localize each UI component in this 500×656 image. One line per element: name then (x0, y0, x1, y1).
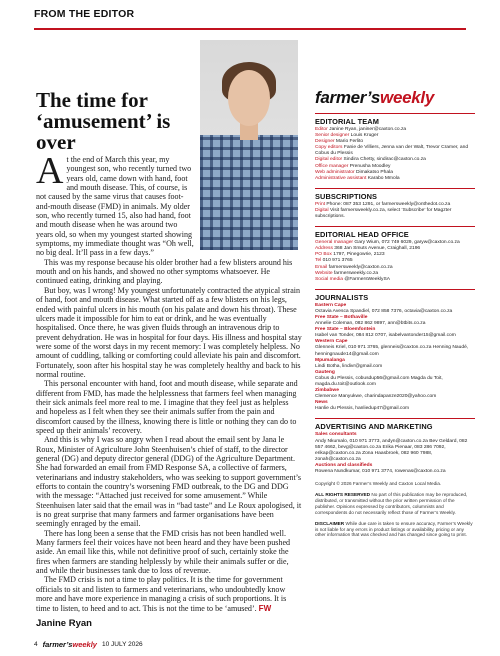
masthead-entry: Annelie Coleman, 082 862 9897, ann@btbits.co.za (315, 321, 426, 327)
masthead-subheading: Free State – Bloemfontein (315, 327, 376, 333)
masthead-role: PO Box (315, 252, 332, 258)
masthead-line (315, 277, 475, 283)
drop-cap: A (36, 150, 64, 192)
subscriptions-list (315, 202, 475, 220)
disclaimer-note: DISCLAIMER While due care is taken to ensure accuracy, Farmer’s Weekly is not liable for any errors in product listings or availability, pricing or any other information that was checked and has changed since going to print. (315, 520, 473, 538)
masthead-subheading: Mpumalanga (315, 357, 345, 363)
rights-note: ALL RIGHTS RESERVED No part of this publication may be reproduced, distributed, or transmitted without the prior written permission of the publisher. Opinions expressed by contributors, columnists and correspondents do not necessarily reflect those of Farmer’s Weekly. (315, 492, 468, 515)
masthead-role: Digital (315, 207, 329, 213)
masthead-value: @FarmersWeeklySA (343, 276, 390, 282)
masthead-role: Senior designer (315, 133, 350, 139)
editorial-team-heading: EDITORIAL TEAM (315, 113, 475, 126)
article-paragraph: This was my response because his older brother had a few blisters around his mouth and on his hands, and showed no other symptoms whatsoever. He continued eating, drinking and playing. (36, 257, 293, 286)
masthead-entry: Lindi Botha, lindivr@gmail.com (315, 363, 383, 369)
masthead-role: Office manager (315, 163, 349, 169)
article-paragraph: The FMD crisis is not a time to play politics. It is the time for government officials to sit and listen to farmers and veterinarians, who undoubtedly know more and have more experience in managing a crisis of such proportions. It is time to listen, to heed and to act. This is not the time to be ‘amused’. FW (36, 575, 287, 613)
masthead-subheading: Sales consultants (315, 432, 357, 438)
masthead-entry: Cobus du Plessis, cobusdup56@gmail.com Magda du Toit, magda.du.toit@outlook.com (315, 375, 443, 387)
masthead-subheading: Gauteng (315, 369, 335, 375)
masthead-role: Copy editors (315, 145, 343, 151)
masthead-role: Print (315, 201, 326, 207)
masthead-value: farmersweekly.co.za (332, 270, 379, 276)
article-body (36, 150, 302, 613)
masthead-subheading: Eastern Cape (315, 302, 347, 308)
masthead-value: Karabo Mmola (366, 175, 400, 181)
top-rule (34, 28, 466, 30)
masthead-role: Address (315, 246, 333, 252)
masthead-value: Fanie de Villiers, Jenna van der Walt, Trevor Cramer, and Cobus du Plessis (315, 145, 469, 157)
masthead-logo: farmer’sweekly (315, 88, 434, 107)
editorial-team-list (315, 127, 475, 182)
masthead-role: Tel (315, 258, 322, 264)
masthead-line (315, 176, 475, 182)
masthead-entry: Glenneis Kriel, 010 971 3765, glenneis@caxton.co.za Henning Naudé, henningnaude14@gmail.com (315, 345, 469, 357)
masthead-value: Prenusha Moodley (348, 163, 391, 169)
advertising-list (315, 432, 475, 475)
masthead-value: Visit farmersweekly.co.za, select ‘Subscribe’ for Magzter subscriptions. (315, 207, 452, 220)
masthead-entry: Clemence Manyukwe, charindapanze2020@yahoo.com (315, 394, 437, 400)
masthead-value: 1797, Pinegowrie, 2123 (331, 252, 385, 258)
head-office-list (315, 240, 475, 283)
masthead-value: Gary Wium, 072 749 6029, garyw@caxton.co.za (353, 240, 460, 246)
masthead-entry: Hanlie du Plessis, hanliedup47@gmail.com (315, 406, 410, 412)
masthead-entry: Octavia Avesca Spandiel, 072 858 7376, octavia@caxton.co.za (315, 308, 453, 314)
article-headline: The time for ‘amusement’ is over (36, 88, 171, 154)
article-paragraph: This personal encounter with hand, foot and mouth disease, while separate and different from FMD, has made the helplessness that farmers feel when managing their sick animals feel more real to me. I imagine that they feel just as helpless and hopeless as I felt when they see their animals suffer from the pain and discomfort caused by the illness, knowing there is little or nothing they can do to speed up their animals’ recovery. (36, 379, 298, 435)
masthead-value: farmersweekly@caxton.co.za (327, 264, 393, 270)
masthead-subheading: Zimbabwe (315, 388, 339, 394)
journalists-heading: JOURNALISTS (315, 289, 475, 302)
end-mark: FW (258, 603, 272, 613)
masthead-value: 010 971 3765 (321, 258, 353, 264)
footer-brand: farmer’sweekly (42, 640, 97, 649)
masthead-role: Web administrator (315, 169, 355, 175)
masthead-role: General manager (315, 240, 354, 246)
masthead-role: Digital editor (315, 157, 343, 163)
author-signature: Janine Ryan (36, 618, 92, 629)
masthead-role: Designer (315, 139, 335, 145)
copyright-note: Copyright © 2026 Farmer’s Weekly and Caxton Local Media. (315, 481, 442, 487)
masthead-value: Dimakatso Phala (354, 169, 393, 175)
photo-face (228, 70, 270, 126)
article-paragraph: At the end of March this year, my youngest son, who recently turned two years old, came down with hand, foot and mouth disease. This, of course, is not caused by the same virus that causes foot-and-mouth disease (FMD) in animals. My older son, who recently turned 15, also had hand, foot and mouth disease when he was around two years old, so when my youngest started showing symptoms, my immediate thought was “Oh well, no big deal. It’ll pass in a few days.” (36, 150, 194, 258)
masthead-value: Sindira Chetty, sindirac@caxton.co.za (342, 157, 426, 163)
masthead-role: Website (315, 270, 333, 276)
head-office-heading: EDITORIAL HEAD OFFICE (315, 226, 475, 239)
masthead-value: Louis Kruger (349, 133, 379, 139)
masthead-value: Mario Ferlito (334, 139, 364, 145)
masthead-value: 368 Jan Smuts Avenue, Craighall, 2196 (332, 246, 421, 252)
masthead-role: Editor (315, 127, 328, 132)
subscriptions-heading: SUBSCRIPTIONS (315, 188, 475, 201)
masthead-role: Social media (315, 276, 343, 282)
masthead-entry: Rowena Nundkumar, 010 971 3774, rowenas@caxton.co.za (315, 469, 446, 475)
masthead-line (315, 208, 475, 220)
journalists-list (315, 303, 475, 413)
masthead-column (315, 88, 475, 543)
article-paragraph: There has long been a sense that the FMD crisis has not been handled well. Many farmers feel their voices have not been heard and they have been pushed aside. An email like this, while not definitive proof of such, certainly stoke the fires when farmers are standing helplessly by while their animals suffer or die, and while their businesses tank due to loss of revenue. (36, 528, 291, 576)
masthead-entry: Isabel van Tonder, 084 812 0707, isabelvantonder15@gmail.com (315, 333, 456, 339)
masthead-subheading: Auctions and classifieds (315, 462, 373, 468)
masthead-subheading: News (315, 400, 328, 406)
masthead-role: Administrative assistant (315, 175, 367, 181)
masthead-subheading: Free State – Bothaville (315, 314, 368, 320)
advertising-heading: ADVERTISING AND MARKETING (315, 418, 475, 431)
masthead-line (315, 145, 475, 157)
masthead-subheading: Western Cape (315, 339, 348, 345)
masthead-entry: Andy Nkumalo, 010 971 3773, andyn@caxton.co.za Bev Geldard, 082 557 4662, bevg@caxton.co.za Erika Pienaar, 083 286 7092, erikap@caxton.co.za Zona Haasbroek, 082 960 7988, zonah@caxton.co.za (315, 438, 468, 462)
page-footer (34, 640, 143, 649)
masthead-role: Email (315, 264, 328, 270)
masthead-value: Phone: 087 353 1291, or farmersweekly@onthedot.co.za (325, 201, 451, 207)
section-label: FROM THE EDITOR (34, 8, 135, 20)
article-paragraph: And this is why I was so angry when I read about the email sent by Jana le Roux, Minister of Agriculture John Steenhuisen’s chief of staff, to the director general (DG) and deputy director general (DDG) of the Agriculture Department. She had forwarded an email from FMD Response SA, a collective of farmers, veterinarians and industry stakeholders, who was seeking to support government’s efforts to contain the country’s worsening FMD outbreak, to the DG and DDG with the message: “Attached just received for some amusement.” While Steenhuisen later said that the email was in “bad taste” and Le Roux apologised, it is no great surprise that many farmers and farmer organisations have been seemingly enraged by the email. (36, 435, 302, 529)
masthead-value: Janine Ryan, janiner@caxton.co.za (327, 127, 407, 132)
issue-date: 10 JULY 2026 (101, 641, 143, 648)
article-paragraph: But boy, was I wrong! My youngest unfortunately contracted the atypical strain of hand, foot and mouth disease. What started off as a few blisters on his legs, ended with painful ulcers in his mouth (on his palate and down his throat). These ulcers made it impossible for him to eat or drink, and he was eventually hospitalised. Once there, he was given fluids through an intravenous drip to prevent dehydration. He was in hospital for four days. His illness and hospital stay were some of the worst days in my recent memory: I was completely helpless. No amount of cuddling, talking or comforting could alleviate his pain and discomfort. Fortunately, soon after his hospital stay he was completely healthy and back to his normal routine. (36, 285, 302, 379)
page-number: 4 (34, 641, 38, 648)
